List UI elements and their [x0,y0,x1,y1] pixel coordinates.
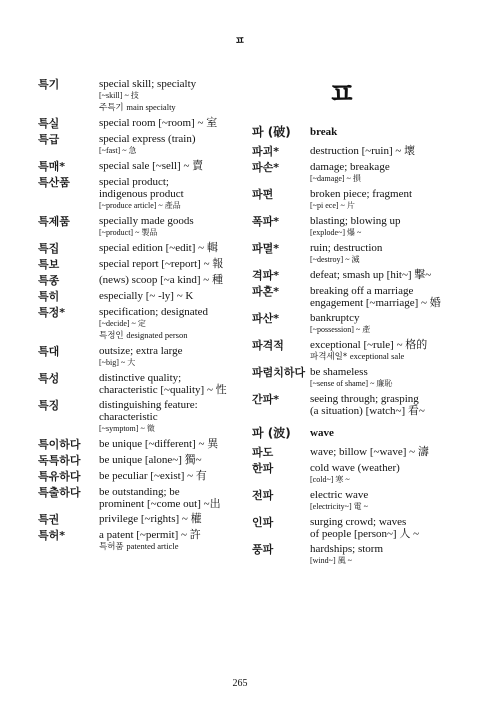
right-sections [252,126,462,567]
entry-body [99,133,246,157]
entry-body [310,215,462,239]
compound-korean: 특정인 [99,331,124,341]
entry-headword: 특산품 [38,176,70,189]
compound-korean: 특허품 [99,542,124,552]
entry-headword: 파괴* [252,145,280,158]
entry-gloss-line: [~skill] ~ 技 [99,91,139,100]
dictionary-entry [38,242,246,255]
dictionary-entry [38,215,246,239]
entry-headword: 폭파* [252,215,280,228]
entry-body [99,470,246,483]
entry-gloss-line: special express (train) [99,133,196,145]
entry-body [99,454,246,467]
entry-headword: 특성 [38,372,60,385]
entry-gloss-line: [~possession] ~ 產 [310,325,371,334]
entry-body [99,306,246,342]
entry-gloss-line: of people [person~] 人 ~ [310,528,420,540]
entry-headword: 특대 [38,345,60,358]
entry-gloss-line: special room [~room] ~ 室 [99,117,218,129]
entry-gloss-line: wave; billow [~wave] ~ 濤 [310,446,429,458]
dictionary-entry [38,372,246,396]
entry-gloss-line: special skill; specialty [99,78,197,90]
dictionary-entry [252,188,462,212]
entry-body [310,161,462,185]
entry-gloss-line: [electricity~] 電 ~ [310,502,368,511]
entry-headword: 풍파 [252,543,274,556]
section-meaning: wave [310,427,334,439]
entry-gloss-line: privilege [~rights] ~ 權 [99,513,202,525]
compound-english: patented article [126,541,179,551]
entry-body [310,462,462,486]
entry-body [99,274,246,287]
dictionary-entry [252,269,462,282]
compound-korean: 주특기 [99,103,124,113]
dictionary-entry [38,529,246,553]
right-column [252,78,462,570]
entry-body [99,117,246,130]
dictionary-entry [38,486,246,510]
dictionary-entry [252,215,462,239]
entry-body [99,290,246,303]
entry-headword: 특허* [38,529,66,542]
entry-body [310,516,462,540]
entry-body [310,285,462,309]
entry-headword: 격파* [252,269,280,282]
entry-gloss-line: outsize; extra large [99,345,183,357]
entry-gloss-line: distinguishing feature: [99,399,198,411]
entry-body [99,160,246,173]
entry-headword: 특매* [38,160,66,173]
entry-gloss-line: [cold~] 寒 ~ [310,475,350,484]
entry-headword: 특보 [38,258,60,271]
entry-gloss-line: breaking off a marriage [310,285,414,297]
entry-gloss-line: damage; breakage [310,161,390,173]
entry-gloss-line: ruin; destruction [310,242,383,254]
entry-headword: 파편 [252,188,274,201]
entry-headword: 독특하다 [38,454,81,467]
entry-headword: 파손* [252,161,280,174]
compound-english: main specialty [126,102,176,112]
entry-headword: 파렴치하다 [252,366,306,379]
entry-gloss-line: be unique [~different] ~ 異 [99,438,219,450]
entry-gloss-line: characteristic [99,411,158,423]
entry-headword: 파산* [252,312,280,325]
dictionary-entry [252,145,462,158]
entry-body [99,242,246,255]
entry-gloss-line: specially made goods [99,215,194,227]
entry-headword: 특종 [38,274,60,287]
entry-headword: 파멸* [252,242,280,255]
entry-headword: 한파 [252,462,274,475]
entry-gloss-line: [explode~] 爆 ~ [310,228,362,237]
entry-gloss-line: blasting; blowing up [310,215,401,227]
dictionary-entry [38,513,246,526]
entry-headword: 특집 [38,242,60,255]
entry-gloss-line: special edition [~edit] ~ 輯 [99,242,218,254]
entry-body [310,269,462,282]
entry-body [99,345,246,369]
entry-headword: 특출하다 [38,486,81,499]
page-number: 265 [232,678,248,689]
entry-gloss-line: surging crowd; waves [310,516,407,528]
entry-body [99,258,246,271]
entry-compound [310,351,462,363]
entry-gloss-line: [~pi ece] ~ 片 [310,201,355,210]
entry-gloss-line: [~product] ~ 製品 [99,228,158,237]
entry-gloss-line: special product; [99,176,169,188]
dictionary-entry [252,312,462,336]
dictionary-entry [252,242,462,266]
dictionary-entry [38,133,246,157]
entry-headword: 전파 [252,489,274,502]
entry-gloss-line: be shameless [310,366,368,378]
entry-body [99,399,246,435]
entry-body [99,176,246,212]
entry-gloss-line: destruction [~ruin] ~ 壞 [310,145,416,157]
entry-gloss-line: a patent [~permit] ~ 許 [99,529,201,541]
entry-headword: 특급 [38,133,60,146]
dictionary-entry [252,285,462,309]
dictionary-entry [38,176,246,212]
section-heading [252,427,462,440]
dictionary-entry [252,161,462,185]
dictionary-entry [38,470,246,483]
entry-body [99,529,246,553]
entry-headword: 특실 [38,117,60,130]
section-meaning: break [310,126,338,138]
section-headword: 파 (破) [252,125,291,139]
entry-body [310,188,462,212]
entry-body [99,372,246,396]
entry-gloss-line: [~produce article] ~ 產品 [99,201,181,210]
dictionary-entry [38,78,246,114]
dictionary-entry [38,306,246,342]
section-heading [252,126,462,139]
entry-headword: 특히 [38,290,60,303]
entry-body [99,513,246,526]
entry-gloss-line: [~symptom] ~ 徵 [99,424,155,433]
entry-headword: 파도 [252,446,274,459]
section-letter: ㅍ [327,77,357,112]
compound-english: exceptional sale [349,351,405,361]
entry-gloss-line: broken piece; fragment [310,188,413,200]
section-headword: 파 (波) [252,426,291,440]
entry-body [310,393,462,417]
entry-headword: 특징 [38,399,60,412]
dictionary-entry [252,339,462,363]
entry-body [99,486,246,510]
entry-body [310,543,462,567]
entry-gloss-line: [~destroy] ~ 滅 [310,255,360,264]
entry-compound [99,541,246,553]
entry-gloss-line: (news) scoop [~a kind] ~ 種 [99,274,224,286]
entry-headword: 특정* [38,306,66,319]
entry-headword: 파혼* [252,285,280,298]
dictionary-entry [38,399,246,435]
entry-headword: 간파* [252,393,280,406]
entry-headword: 특이하다 [38,438,81,451]
entry-gloss-line: hardships; storm [310,543,384,555]
entry-body [310,242,462,266]
entry-body [310,312,462,336]
entry-gloss-line: engagement [~marriage] ~ 婚 [310,297,441,309]
entry-gloss-line: be unique [alone~] 獨~ [99,454,202,466]
entry-gloss-line: distinctive quality; [99,372,182,384]
entry-body [310,489,462,513]
entry-headword: 특제품 [38,215,70,228]
entry-gloss-line: indigenous product [99,188,184,200]
entry-gloss-line: [~damage] ~ 損 [310,174,361,183]
dictionary-entry [252,543,462,567]
entry-gloss-line: special report [~report] ~ 報 [99,258,224,270]
entry-gloss-line: special sale [~sell] ~ 賣 [99,160,204,172]
entry-body [310,339,462,363]
dictionary-entry [38,117,246,130]
entry-gloss-line: characteristic [~quality] ~ 性 [99,384,227,396]
dictionary-entry [38,290,246,303]
entry-gloss-line: [~fast] ~ 急 [99,146,137,155]
dictionary-entry [252,446,462,459]
entry-compound [99,330,246,342]
running-head: ㅍ [234,34,246,47]
entry-gloss-line: [~big] ~ 大 [99,358,136,367]
compound-english: designated person [126,330,188,340]
entry-gloss-line: bankruptcy [310,312,360,324]
compound-korean: 파격세일* [310,352,348,362]
entry-headword: 인파 [252,516,274,529]
entry-gloss-line: be outstanding; be [99,486,180,498]
entry-headword: 특권 [38,513,60,526]
dictionary-entry [252,393,462,417]
entry-gloss-line: [~sense of shame] ~ 廉恥 [310,379,393,388]
entry-gloss-line: cold wave (weather) [310,462,400,474]
entry-body [310,366,462,390]
entry-gloss-line: be peculiar [~exist] ~ 有 [99,470,207,482]
dictionary-entry [38,160,246,173]
entry-gloss-line: exceptional [~rule] ~ 格的 [310,339,428,351]
entry-gloss-line: especially [~ -ly] ~ K [99,290,194,302]
entry-body [99,215,246,239]
dictionary-entry [38,454,246,467]
entry-gloss-line: prominent [~come out] ~出 [99,498,221,510]
entry-gloss-line: (a situation) [watch~] 看~ [310,405,425,417]
entry-gloss-line: defeat; smash up [hit~] 擊~ [310,269,432,281]
dictionary-entry [38,274,246,287]
entry-body [99,438,246,451]
entry-headword: 파격적 [252,339,284,352]
entry-gloss-line: [~decide] ~ 定 [99,319,146,328]
dictionary-entry [252,366,462,390]
entry-body [310,145,462,158]
entry-gloss-line: specification; designated [99,306,209,318]
entry-headword: 특기 [38,78,60,91]
entry-gloss-line: seeing through; grasping [310,393,419,405]
dictionary-entry [252,489,462,513]
left-column [38,78,246,556]
entry-body [310,446,462,459]
dictionary-entry [38,345,246,369]
entry-gloss-line: [wind~] 風 ~ [310,556,352,565]
dictionary-entry [38,258,246,271]
entry-gloss-line: electric wave [310,489,369,501]
dictionary-entry [252,462,462,486]
dictionary-entry [38,438,246,451]
entry-headword: 특유하다 [38,470,81,483]
dictionary-entry [252,516,462,540]
